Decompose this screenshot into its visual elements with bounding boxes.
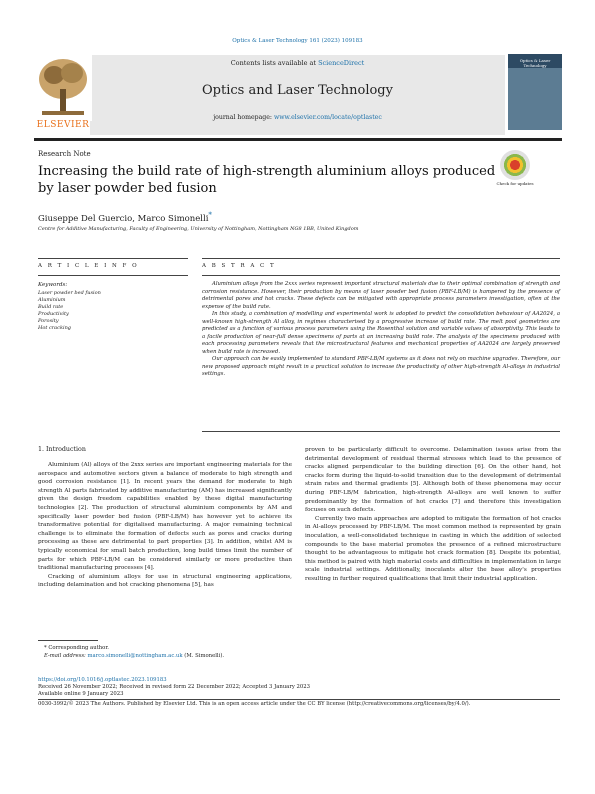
abstract-paragraph: Aluminium alloys from the 2xxx series represent important structural materials due to their optimal combination of strength and corrosion resistance. However, their production by means of laser powder bed fusion (PBF-LB/M) is hampered by the presence of detrimental pores and hot cracks. These defects can be mitigated with appropriate process parameters investigation, often at the expense of the build rate. — [202, 281, 560, 310]
right-column-text — [305, 446, 561, 584]
keyword: Porosity — [38, 318, 59, 324]
authors: Giuseppe Del Guercio, Marco Simonelli — [38, 213, 209, 224]
corresponding-author-note: * Corresponding author. — [44, 645, 109, 651]
email-label: E-mail address: — [44, 653, 88, 659]
corresponding-author-mark[interactable]: * — [208, 210, 212, 219]
abstract-rule-mid — [202, 275, 560, 276]
journal-homepage-line — [90, 114, 505, 121]
publication-info — [38, 677, 560, 708]
keyword: Aluminium — [38, 297, 66, 303]
keyword: Productivity — [38, 311, 69, 317]
doi-link[interactable]: https://doi.org/10.1016/j.optlastec.2023.109183 — [38, 677, 167, 683]
abstract-rule-top — [202, 258, 560, 259]
footnote-rule — [38, 640, 98, 641]
keywords-label: Keywords: — [38, 282, 68, 288]
homepage-prefix: journal homepage: — [213, 114, 274, 121]
homepage-link[interactable]: www.elsevier.com/locate/optlastec — [273, 114, 382, 121]
article-info-rule-mid — [38, 275, 188, 276]
abstract-rule-bottom — [202, 431, 560, 432]
publisher-wordmark: ELSEVIER — [36, 120, 90, 130]
article-type: Research Note — [38, 150, 91, 158]
elsevier-tree-logo — [34, 53, 92, 121]
body-paragraph: Aluminium (Al) alloys of the 2xxx series are important engineering materials for the aerospace and automotive sectors given a balance of moderate to high strength and good corrosion resistance [1]. In recent years the demand for moderate to high strength Al parts fabricated by additive manufacturing (AM) has increased significantly given the design freedom capabilities enabled by these digital manufacturing technologies [2]. The production of structural aluminium components by AM and specifically laser powder bed fusion (PBF-LB/M) has however yet to achieve its transformative potential for digitalised manufacturing. A major remaining technical challenge is to eliminate the formation of defects such as pores and cracks during processing as these are detrimental to part properties [3]. In addition, whilst AM is typically economical for small batch production, long build times limit the number of parts for which PBF-LB/M can be considered similarly or more productive than traditional manufacturing processes [4]. — [38, 462, 292, 572]
copyright-line: 0030-3992/© 2023 The Authors. Published by Elsevier Ltd. This is an open access article under the CC BY license (http://creativecommons.org/licenses/by/4.0/). — [38, 699, 560, 708]
body-paragraph: proven to be particularly difficult to overcome. Delamination issues arise from the detrimental development of residual thermal stresses which lead to the presence of cracks aligned perpendicular to the building direction [6]. On the other hand, hot cracks form during the liquid-to-solid transition due to the development of detrimental strain rates and thermal gradients [5]. Although both of these phenomena may occur during PBF-LB/M fabrication, high-strength Al-alloys are well known to suffer predominantly by the formation of hot cracks [7] and therefore this investigation focuses on such defects. — [305, 447, 561, 514]
body-paragraph: Cracking of aluminium alloys for use in structural engineering applications, including delamination and hot cracking phenomena [5], has — [38, 573, 292, 589]
email-link[interactable]: marco.simonelli@nottingham.ac.uk — [87, 653, 183, 659]
article-info-heading: A R T I C L E I N F O — [38, 263, 139, 269]
abstract-body — [202, 281, 560, 379]
abstract-paragraph: Our approach can be easily implemented to standard PBF-LB/M systems as it does not rely on machine upgrades. Therefore, our new proposed approach might result in a practical solution to increase the productivity of other high-strength Al-alloys in industrial settings. — [202, 356, 560, 377]
check-for-updates-icon[interactable] — [500, 150, 530, 180]
journal-title: Optics and Laser Technology — [202, 83, 393, 98]
journal-cover-title: Optics & Laser Technology — [519, 58, 551, 68]
left-column-text — [38, 461, 292, 590]
contents-line — [90, 59, 505, 67]
sciencedirect-link[interactable]: ScienceDirect — [318, 59, 365, 67]
affiliation: Centre for Additive Manufacturing, Faculty of Engineering, University of Nottingham, Nottingham NG8 1BB, United Kingdom — [38, 226, 359, 232]
abstract-heading: A B S T R A C T — [202, 263, 276, 269]
email-note — [44, 653, 224, 659]
keyword: Hot cracking — [38, 325, 71, 331]
author-list — [38, 210, 212, 224]
body-paragraph: Currently two main approaches are adopted to mitigate the formation of hot cracks in Al-alloys processed by PBF-LB/M. The most common method is represented by grain inoculation, a well-consolidated technique in casting in which the addition of selected compounds to the base material promotes the presence of a refined microstructure thought to be advantageous to mitigate hot crack formation [8]. Despite its potential, this method is paired with high material costs and difficulties in implementation in large scale industrial settings. Additionally, inoculants alter the base alloy's properties resulting in further required qualifications that limit their industrial application. — [305, 515, 561, 582]
section-heading-introduction: 1. Introduction — [38, 446, 86, 453]
check-for-updates-label[interactable]: Check for updates — [496, 181, 534, 186]
article-info-rule-top — [38, 258, 188, 259]
article-title: Increasing the build rate of high-strength aluminium alloys produced by laser powder bed fusion — [38, 164, 496, 196]
keyword: Laser powder bed fusion — [38, 290, 101, 296]
available-online: Available online 9 January 2023 — [38, 691, 124, 698]
email-suffix: (M. Simonelli). — [182, 653, 225, 659]
journal-reference[interactable]: Optics & Laser Technology 161 (2023) 109183 — [232, 38, 363, 44]
received-dates: Received 26 November 2022; Received in revised form 22 December 2022; Accepted 3 January 2023 — [38, 684, 311, 691]
abstract-paragraph: In this study, a combination of modelling and experimental work is adopted to predict the consolidation behaviour of AA2024, a well-known high-strength Al alloy, in regimes characterised by a progressive increase of build rate. The melt pool geometries are predicted as a function of various process parameters using the Rosenthal solution and variable values of absorptivity. This leads to a facile production of near-full dense specimens of parts at an increasing build rate. The analysis of the specimens produced with each processing parameters reveals that the microstructural features and mechanical properties of AA2024 are largely preserved when build rate is increased. — [202, 311, 560, 355]
contents-prefix: Contents lists available at — [230, 59, 319, 67]
keyword: Build rate — [38, 304, 64, 310]
header-rule — [34, 138, 562, 141]
